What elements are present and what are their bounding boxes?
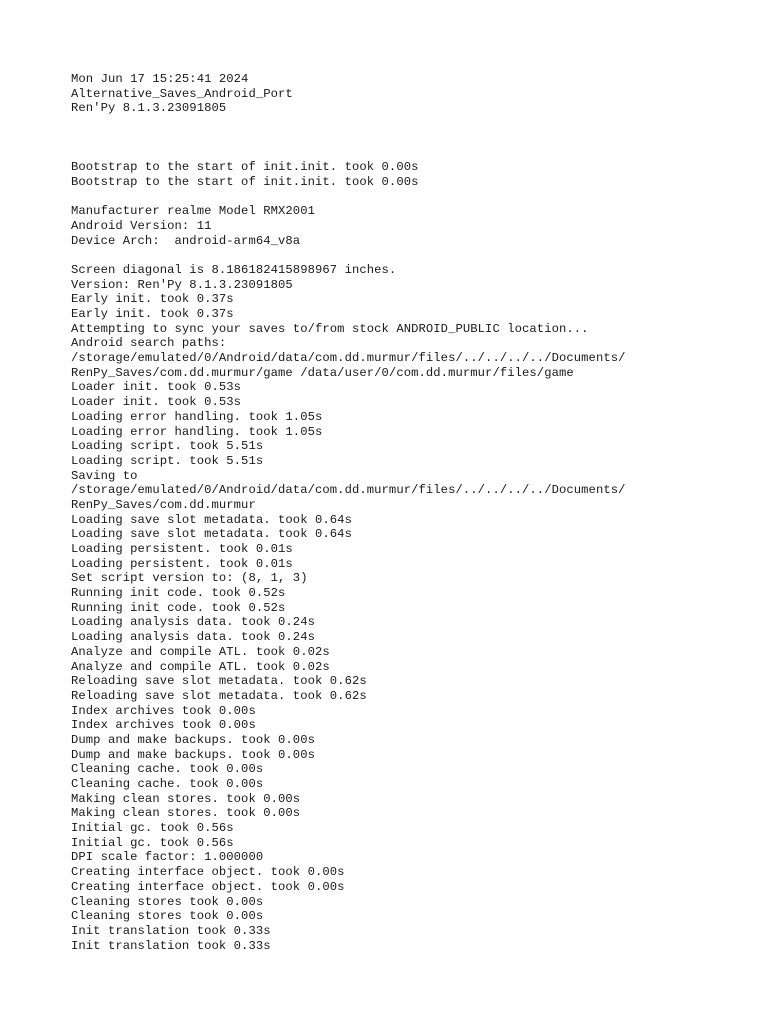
log-line: Early init. took 0.37s [71, 307, 234, 321]
log-line: Loading save slot metadata. took 0.64s [71, 512, 352, 527]
log-line: Loader init. took 0.53s [71, 380, 242, 395]
log-line: Creating interface object. took 0.00s [71, 879, 345, 894]
log-line: Loading analysis data. took 0.24s [71, 630, 315, 645]
log-line: Cleaning cache. took 0.00s [71, 762, 264, 777]
blank-line [71, 116, 751, 131]
log-line: Reloading save slot metadata. took 0.62s [71, 688, 367, 703]
log-line: Init translation took 0.33s [71, 938, 271, 953]
log-line: Loading script. took 5.51s [71, 453, 264, 468]
log-line: Analyze and compile ATL. took 0.02s [71, 659, 330, 674]
log-document [71, 72, 751, 953]
log-line: Loading error handling. took 1.05s [71, 409, 323, 424]
log-line: Creating interface object. took 0.00s [71, 865, 345, 880]
log-line: Dump and make backups. took 0.00s [71, 747, 315, 762]
log-device-model: Manufacturer realme Model RMX2001 [71, 204, 315, 219]
log-line: Running init code. took 0.52s [71, 600, 286, 615]
log-line: /storage/emulated/0/Android/data/com.dd.murmur/files/../../../../Documents/ [71, 483, 626, 498]
log-line: /storage/emulated/0/Android/data/com.dd.murmur/files/../../../../Documents/ [71, 351, 626, 366]
log-line: RenPy_Saves/com.dd.murmur [71, 497, 256, 512]
log-line: Index archives took 0.00s [71, 718, 256, 733]
log-line: Dump and make backups. took 0.00s [71, 732, 315, 747]
log-line: Cleaning cache. took 0.00s [71, 777, 264, 791]
log-line: Initial gc. took 0.56s [71, 821, 234, 836]
log-line: Init translation took 0.33s [71, 923, 271, 938]
blank-line [71, 145, 751, 160]
log-device-section [71, 204, 751, 248]
log-line: Attempting to sync your saves to/from stock ANDROID_PUBLIC location... [71, 321, 589, 336]
blank-line [71, 190, 751, 205]
log-project-name: Alternative_Saves_Android_Port [71, 86, 293, 101]
log-timestamp: Mon Jun 17 15:25:41 2024 [71, 72, 249, 86]
log-header [71, 72, 751, 116]
log-line: RenPy_Saves/com.dd.murmur/game /data/user/0/com.dd.murmur/files/game [71, 365, 574, 380]
log-line: Loader init. took 0.53s [71, 395, 242, 410]
log-line: Loading save slot metadata. took 0.64s [71, 527, 352, 542]
log-line: Reloading save slot metadata. took 0.62s [71, 674, 367, 689]
log-bootstrap-section [71, 160, 751, 189]
log-line: Loading error handling. took 1.05s [71, 424, 323, 439]
log-line: Analyze and compile ATL. took 0.02s [71, 644, 330, 659]
log-line: Initial gc. took 0.56s [71, 835, 234, 850]
log-renpy-version: Ren'Py 8.1.3.23091805 [71, 101, 227, 116]
blank-line [71, 131, 751, 146]
log-line: Bootstrap to the start of init.init. took 0.00s [71, 160, 419, 175]
log-line: Cleaning stores took 0.00s [71, 909, 264, 924]
log-line: DPI scale factor: 1.000000 [71, 850, 264, 865]
log-line: Making clean stores. took 0.00s [71, 806, 301, 821]
log-line: Index archives took 0.00s [71, 703, 256, 718]
log-line: Loading persistent. took 0.01s [71, 556, 293, 571]
log-line: Version: Ren'Py 8.1.3.23091805 [71, 277, 293, 292]
log-line: Android search paths: [71, 336, 227, 351]
log-line: Loading analysis data. took 0.24s [71, 615, 315, 630]
log-line: Loading persistent. took 0.01s [71, 542, 293, 556]
log-device-arch: Device Arch: android-arm64_v8a [71, 233, 301, 248]
log-line: Cleaning stores took 0.00s [71, 894, 264, 909]
blank-line [71, 248, 751, 263]
log-line: Saving to [71, 468, 138, 483]
log-line: Making clean stores. took 0.00s [71, 791, 301, 806]
log-android-version: Android Version: 11 [71, 218, 212, 233]
log-line: Set script version to: (8, 1, 3) [71, 571, 308, 586]
log-line: Screen diagonal is 8.186182415898967 inches. [71, 262, 397, 277]
log-body [71, 263, 751, 953]
log-line: Early init. took 0.37s [71, 292, 234, 307]
log-line: Running init code. took 0.52s [71, 586, 286, 601]
log-line: Bootstrap to the start of init.init. took 0.00s [71, 174, 419, 189]
log-line: Loading script. took 5.51s [71, 439, 264, 454]
